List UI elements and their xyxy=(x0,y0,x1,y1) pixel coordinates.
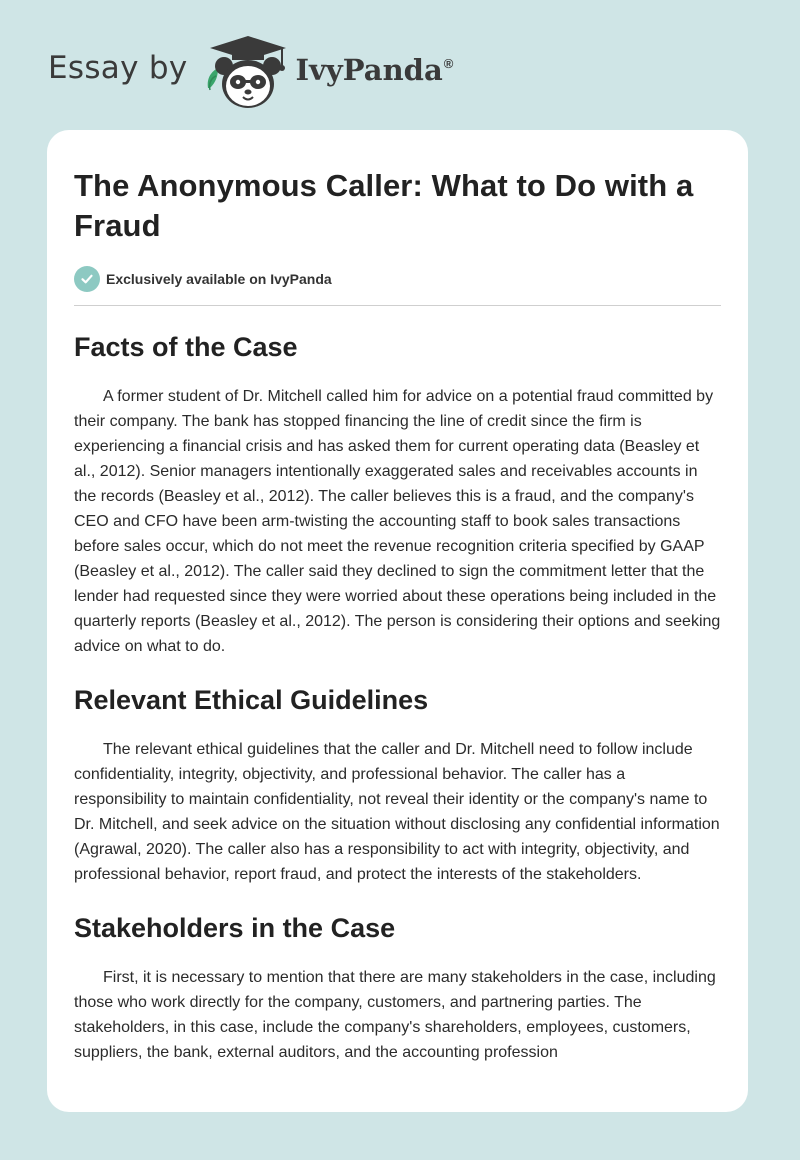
essay-card xyxy=(47,130,748,1112)
brand-header xyxy=(48,32,453,112)
section-heading-facts: Facts of the Case xyxy=(74,332,298,362)
panda-graduate-logo-icon xyxy=(202,32,294,112)
brand-name: IvyPanda® xyxy=(295,53,454,87)
section-paragraph-ethics: The relevant ethical guidelines that the caller and Dr. Mitchell need to follow include confidentiality, integrity, objectivity, and professional behavior. The caller has a responsibility to maintain confidentiality, not reveal their identity or the company's name to Dr. Mitchell, and seek advice on the situation without disclosing any confidential information (Agrawal, 2020). The caller also has a responsibility to act with integrity, objectivity, and professional behavior, report fraud, and protect the interests of the stakeholders. xyxy=(74,741,720,883)
essay-title: The Anonymous Caller: What to Do with a Fraud xyxy=(74,168,694,243)
divider xyxy=(74,305,721,306)
checkmark-icon xyxy=(74,266,100,292)
exclusive-badge xyxy=(74,266,721,292)
section-paragraph-facts: A former student of Dr. Mitchell called him for advice on a potential fraud committed by their company. The bank has stopped financing the line of credit since the firm is experiencing a financial crisis and has asked them for current operating data (Beasley et al., 2012). Senior managers intentionally exaggerated sales and receivables accounts in the records (Beasley et al., 2012). The caller believes this is a fraud, and the company's CEO and CFO have been arm-twisting the accounting staff to book sales transactions before sales occur, which do not meet the revenue recognition criteria specified by GAAP (Beasley et al., 2012). The caller said they declined to sign the commitment letter that the lender had requested since they were worried about these operations being included in the quarterly reports (Beasley et al., 2012). The person is considering their options and seeking advice on what to do. xyxy=(74,388,721,655)
brand-prefix: Essay by xyxy=(48,50,188,86)
exclusive-label: Exclusively available on IvyPanda xyxy=(106,271,332,287)
section-heading-ethics: Relevant Ethical Guidelines xyxy=(74,685,429,715)
section-heading-stakeholders: Stakeholders in the Case xyxy=(74,913,396,943)
section-paragraph-stakeholders: First, it is necessary to mention that there are many stakeholders in the case, including those who work directly for the company, customers, and partnering parties. The stakeholders, in this case, include the company's shareholders, employees, customers, suppliers, the bank, external auditors, and the accounting profession xyxy=(74,969,716,1061)
